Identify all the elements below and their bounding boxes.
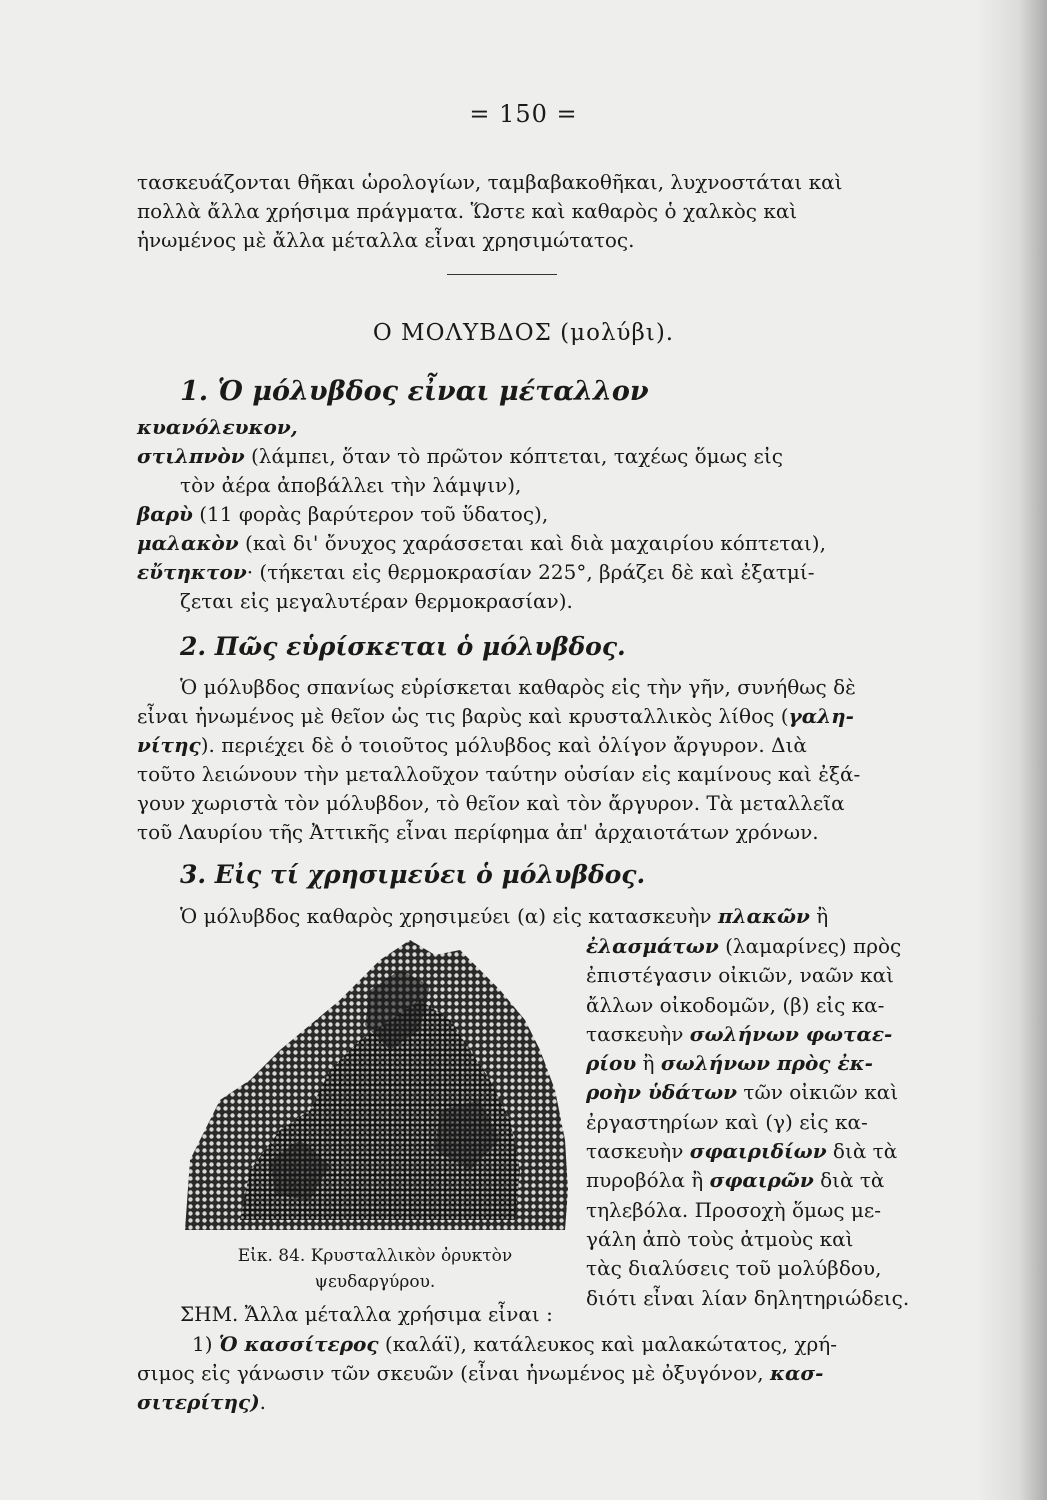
- column-line: γάλη ἀπὸ τοὺς ἀτμοὺς καὶ: [586, 1226, 854, 1251]
- column-line: ἐλασμάτων (λαμαρίνες) πρὸς: [586, 934, 902, 958]
- column-line: ἐπιστέγασιν οἰκιῶν, ναῶν καὶ: [586, 963, 895, 988]
- metal-term: κασ-: [769, 1361, 824, 1385]
- column-line: τασκευὴν σωλήνων φωταε-: [586, 1021, 893, 1046]
- property-term: μαλακὸν: [137, 531, 239, 555]
- intro-paragraph: [137, 168, 937, 255]
- section2-heading: 2. Πῶς εὑρίσκεται ὁ μόλυβδος.: [180, 632, 626, 661]
- figure-caption: [180, 1243, 570, 1295]
- paragraph-line: γουν χωριστὰ τὸν μόλυβδον, τὸ θεῖον καὶ τὸν ἄργυρον. Τὰ μεταλλεῖα: [137, 791, 845, 815]
- property-term: κυανόλευκον,: [137, 415, 298, 439]
- property-line: τὸν ἀέρα ἀποβάλλει τὴν λάμψιν),: [180, 473, 522, 497]
- intro-line: ἡνωμένος μὲ ἄλλα μέταλλα εἶναι χρησιμώτατος.: [137, 228, 635, 252]
- intro-line: τασκευάζονται θῆκαι ὡρολογίων, ταμβαβακοθῆκαι, λυχνοστάται καὶ: [137, 170, 843, 194]
- page-edge-shadow: [977, 0, 1047, 1500]
- note-line: σιμος εἰς γάνωσιν τῶν σκευῶν (εἶναι ἡνωμένος μὲ ὀξυγόνον, κασ-: [137, 1361, 824, 1385]
- note-line: σιτερίτης).: [137, 1390, 267, 1414]
- note-line: ΣΗΜ. Ἄλλα μέταλλα χρήσιμα εἶναι :: [180, 1302, 553, 1326]
- section1-heading: 1. Ὁ μόλυβδος εἶναι μέταλλον: [180, 376, 649, 407]
- chapter-title: Ο ΜΟΛΥΒΔΟΣ (μολύβι).: [372, 320, 675, 346]
- property-line: ζεται εἰς μεγαλυτέραν θερμοκρασίαν).: [180, 589, 573, 613]
- caption-line: Εἰκ. 84. Κρυσταλλικὸν ὀρυκτὸν: [237, 1246, 513, 1266]
- paragraph-line: Ὁ μόλυβδος σπανίως εὑρίσκεται καθαρὸς εἰς τὴν γῆν, συνήθως δὲ: [180, 675, 856, 699]
- column-line: ροὴν ὑδάτων τῶν οἰκιῶν καὶ: [586, 1080, 899, 1105]
- paragraph-line: νίτης). περιέχει δὲ ὁ τοιοῦτος μόλυβδος καὶ ὀλίγον ἄργυρον. Διὰ: [137, 733, 807, 757]
- column-line: τηλεβόλα. Προσοχὴ ὅμως με-: [586, 1197, 881, 1222]
- note-line: 1) Ὁ κασσίτερος (καλάϊ), κατάλευκος καὶ μαλακώτατος, χρή-: [192, 1332, 838, 1356]
- column-line: ἄλλων οἰκοδομῶν, (β) εἰς κα-: [586, 992, 885, 1017]
- property-line: βαρὺ (11 φορὰς βαρύτερον τοῦ ὕδατος),: [137, 502, 549, 526]
- property-term: εὔτηκτον: [137, 560, 247, 584]
- metal-term: Ὁ κασσίτερος: [218, 1332, 379, 1356]
- mineral-illustration: [180, 930, 570, 1230]
- intro-line: πολλὰ ἄλλα χρήσιμα πράγματα. Ὥστε καὶ καθαρὸς ὁ χαλκὸς καὶ: [137, 199, 798, 223]
- column-line: ἐργαστηρίων καὶ (γ) εἰς κα-: [586, 1109, 868, 1134]
- page-number: = 150 =: [469, 100, 578, 128]
- property-term: στιλπνὸν: [137, 444, 245, 468]
- property-term: βαρὺ: [137, 502, 193, 526]
- paragraph-line: τοῦ Λαυρίου τῆς Ἀττικῆς εἶναι περίφημα ἀπ' ἀρχαιοτάτων χρόνων.: [137, 820, 819, 844]
- section1-list: [137, 413, 937, 616]
- column-line: ρίου ἢ σωλήνων πρὸς ἐκ-: [586, 1051, 873, 1076]
- section3-heading: 3. Εἰς τί χρησιμεύει ὁ μόλυβδος.: [180, 860, 646, 889]
- section-divider: [447, 274, 557, 275]
- mineral-term: γαλη-: [788, 704, 854, 728]
- column-line: διότι εἶναι λίαν δηλητηριώδεις.: [586, 1285, 910, 1310]
- property-line: [137, 413, 937, 442]
- paragraph-line: εἶναι ἡνωμένος μὲ θεῖον ὡς τις βαρὺς καὶ κρυσταλλικὸς λίθος (γαλη-: [137, 704, 854, 728]
- section2-paragraph: [137, 673, 937, 847]
- metal-term: σιτερίτης): [137, 1390, 260, 1414]
- column-line: τὰς διαλύσεις τοῦ μολύβδου,: [586, 1256, 882, 1281]
- column-line: τασκευὴν σφαιριδίων διὰ τὰ: [586, 1139, 898, 1164]
- property-line: στιλπνὸν (λάμπει, ὅταν τὸ πρῶτον κόπτεται, ταχέως ὅμως εἰς: [137, 444, 783, 468]
- property-line: μαλακὸν (καὶ δι' ὄνυχος χαράσσεται καὶ διὰ μαχαιρίου κόπτεται),: [137, 531, 826, 555]
- section3-first-line: Ὁ μόλυβδος καθαρὸς χρησιμεύει (α) εἰς κατασκευὴν πλακῶν ἢ: [180, 904, 829, 928]
- property-line: εὔτηκτον· (τήκεται εἰς θερμοκρασίαν 225°, βράζει δὲ καὶ ἐξατμί-: [137, 560, 815, 584]
- section3-right-column: [586, 932, 961, 1313]
- caption-line: ψευδαργύρου.: [314, 1272, 436, 1292]
- note-paragraph: [180, 1300, 960, 1329]
- use-term: πλακῶν: [717, 904, 810, 928]
- note-body: [137, 1330, 962, 1417]
- paragraph-line: τοῦτο λειώνουν τὴν μεταλλοῦχον ταύτην οὐσίαν εἰς καμίνους καὶ ἐξά-: [137, 762, 861, 786]
- column-line: πυροβόλα ἢ σφαιρῶν διὰ τὰ: [586, 1168, 885, 1193]
- mineral-term-cont: νίτης: [137, 733, 201, 757]
